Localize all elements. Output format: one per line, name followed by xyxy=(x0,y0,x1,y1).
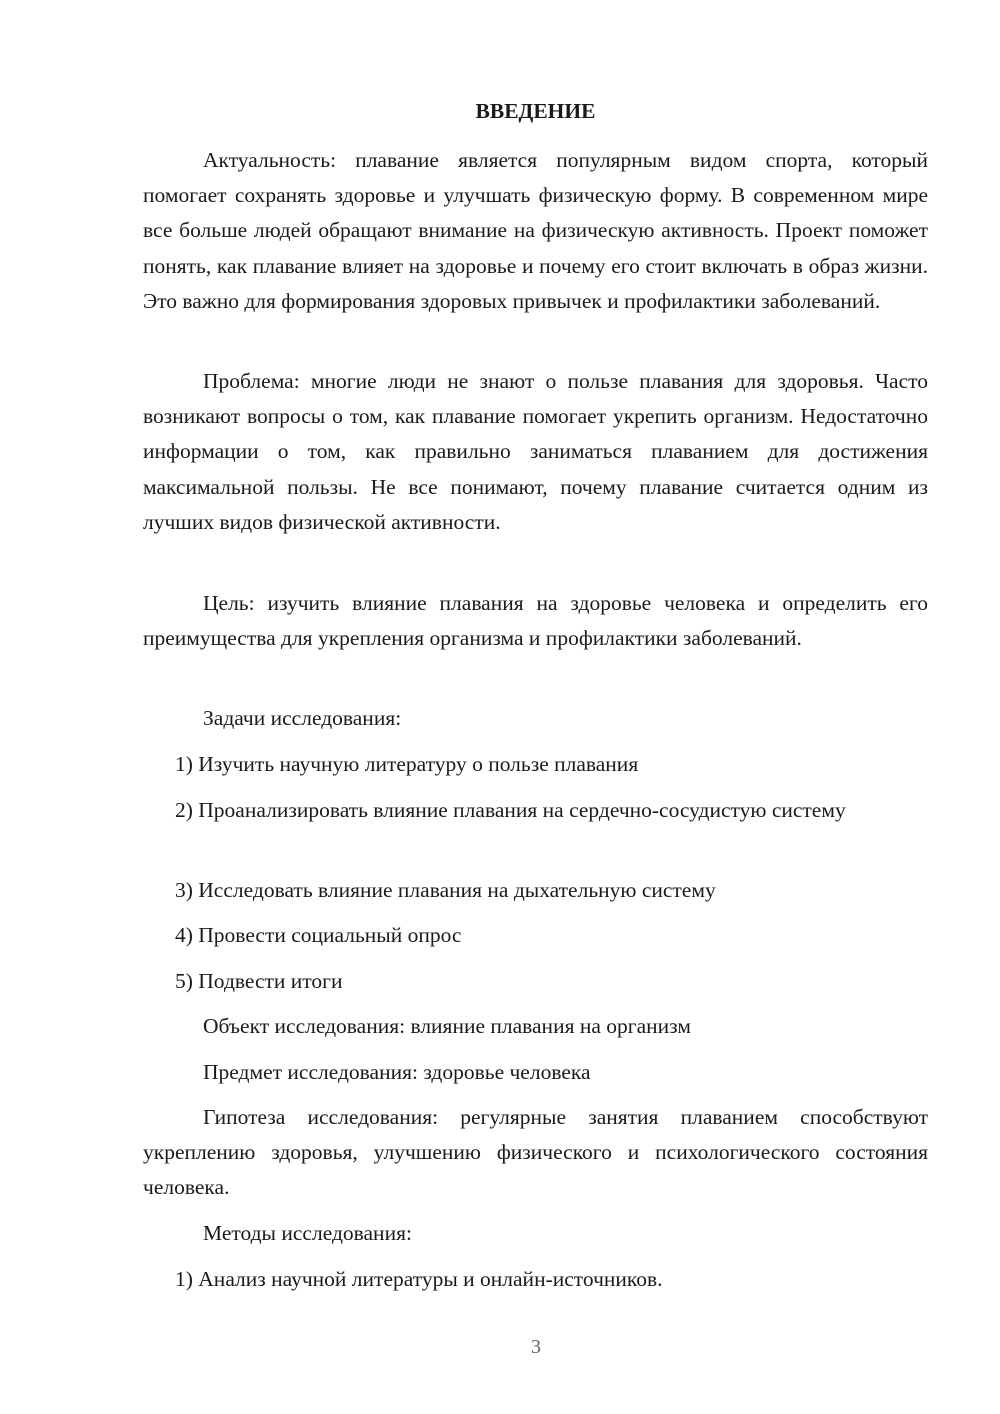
list-item: 2) Проанализировать влияние плавания на сердечно-сосудистую систему xyxy=(175,798,846,822)
page-title: ВВЕДЕНИЕ xyxy=(475,99,596,123)
paragraph-subject: Предмет исследования: здоровье человека xyxy=(203,1060,591,1084)
paragraph-hypothesis: Гипотеза исследования: регулярные занятия плаванием способствуют укреплению здоровья, улучшению физического и психологического состояния человека. xyxy=(143,1105,928,1200)
list-item: 1) Анализ научной литературы и онлайн-источников. xyxy=(175,1267,663,1291)
list-item: 5) Подвести итоги xyxy=(175,969,343,993)
tasks-heading: Задачи исследования: xyxy=(203,706,402,730)
list-item: 3) Исследовать влияние плавания на дыхательную систему xyxy=(175,878,716,902)
page-number: 3 xyxy=(531,1336,541,1358)
methods-heading: Методы исследования: xyxy=(203,1221,412,1245)
list-item: 4) Провести социальный опрос xyxy=(175,923,462,947)
paragraph-object: Объект исследования: влияние плавания на организм xyxy=(203,1014,691,1038)
paragraph-problem: Проблема: многие люди не знают о пользе плавания для здоровья. Часто возникают вопросы о том, как плавание помогает укрепить организм. Недостаточно информации о том, как правильно заниматься плаванием для достижения максимальной пользы. Не все понимают, почему плавание считается одним из лучших видов физической активности. xyxy=(143,369,928,534)
paragraph-goal: Цель: изучить влияние плавания на здоровье человека и определить его преимущества для укрепления организма и профилактики заболеваний. xyxy=(143,591,928,651)
list-item: 1) Изучить научную литературу о пользе плавания xyxy=(175,752,639,776)
paragraph-relevance: Актуальность: плавание является популярным видом спорта, который помогает сохранять здоровье и улучшать физическую форму. В современном мире все больше людей обращают внимание на физическую активность. Проект поможет понять, как плавание влияет на здоровье и почему его стоит включать в образ жизни. Это важно для формирования здоровых привычек и профилактики заболеваний. xyxy=(143,148,928,313)
